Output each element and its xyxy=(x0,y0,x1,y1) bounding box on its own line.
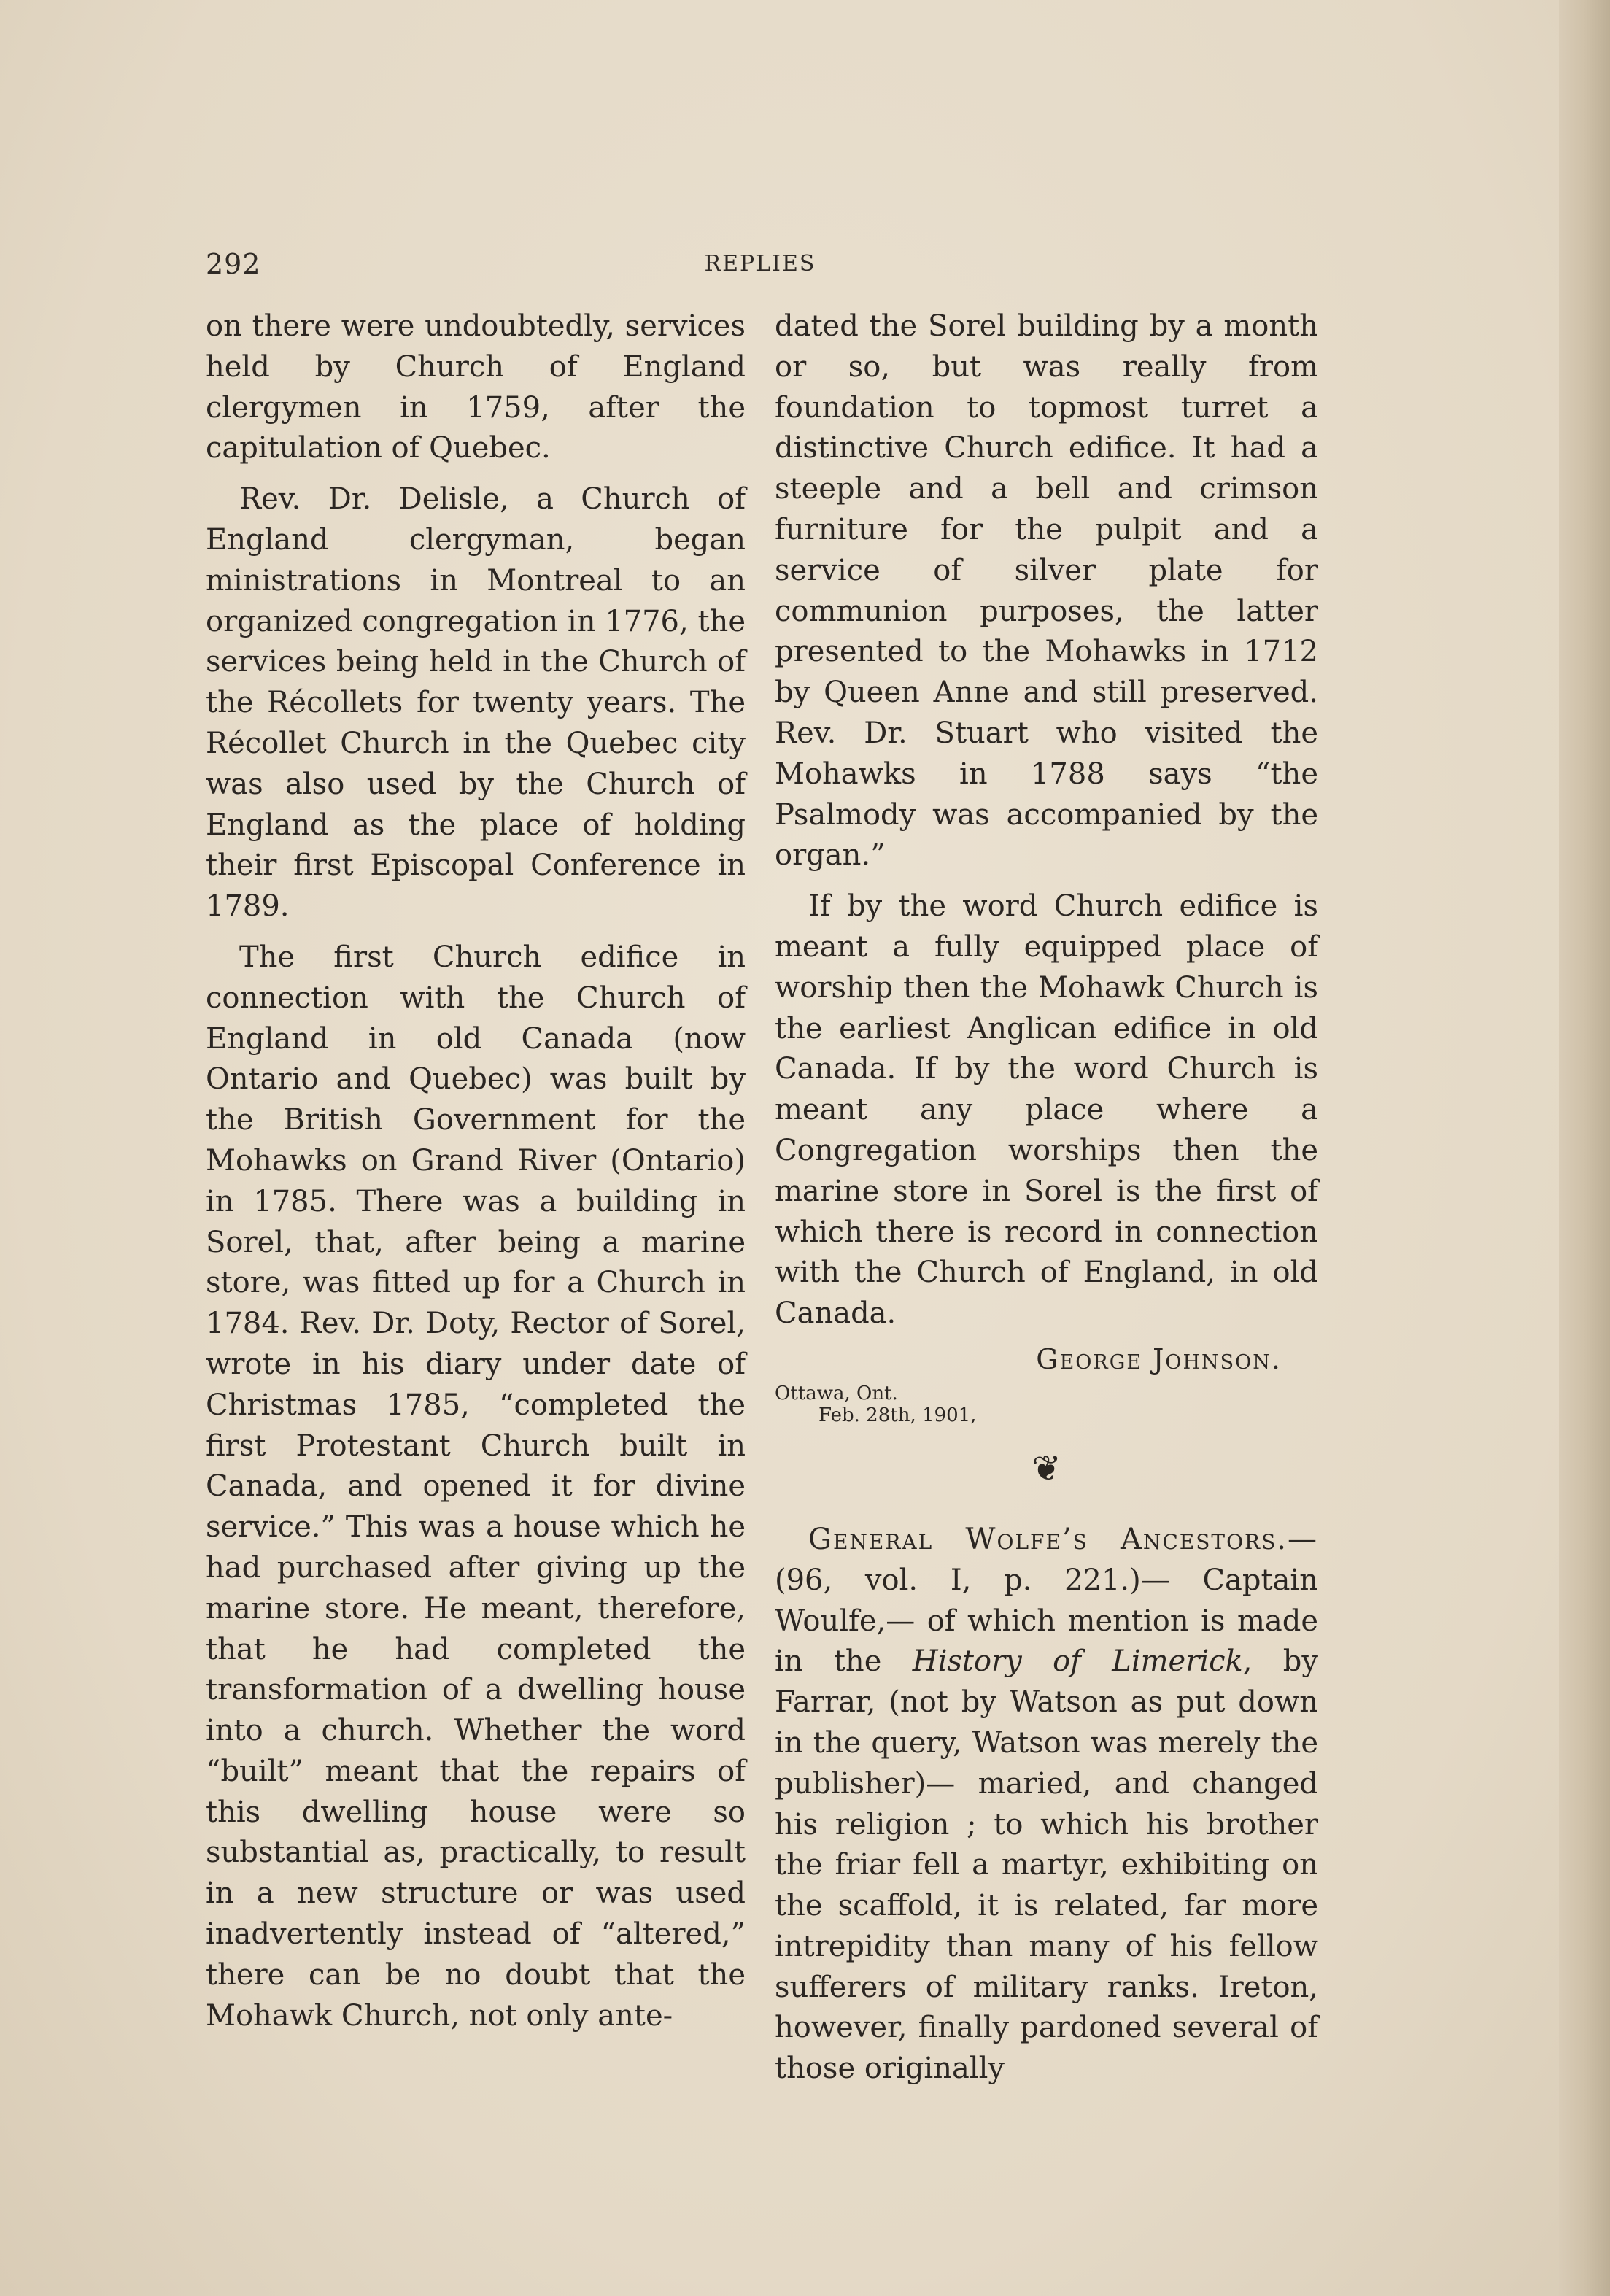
fleuron-ornament-icon: ❦ xyxy=(1032,1447,1061,1489)
article-reference: (96, vol. I, p. 221.)— Captain Woulfe,— of which mention is made in the xyxy=(775,1563,1318,1679)
dateline-place: Ottawa, Ont. xyxy=(775,1382,898,1404)
dateline-date: Feb. 28th, 1901, xyxy=(818,1404,977,1426)
right-paragraph-2: If by the word Church edifice is meant a fully equipped place of worship then the Mohawk Church is the earliest Anglican edifice in old Canada. If by the word Church is meant any place where a Congregation worships then the marine store in Sorel is the first of which there is record in connection with the Church of England, in old Canada. xyxy=(775,889,1318,1331)
right-column xyxy=(775,306,1318,2090)
left-paragraph-2: Rev. Dr. Delisle, a Church of England clergyman, began ministrations in Montreal to an organized congregation in 1776, the services being held in the Church of the Récollets for twenty years. The Récollet Church in the Quebec city was also used by the Church of England as the place of holding their first Episcopal Conference in 1789. xyxy=(206,482,746,924)
article-heading: General Wolfe’s Ancestors.— xyxy=(808,1522,1318,1556)
dateline xyxy=(775,1383,1318,1426)
page-edge-shadow xyxy=(1559,0,1610,2296)
right-paragraph-3 xyxy=(775,1520,1318,2090)
left-column xyxy=(206,306,746,2036)
right-paragraph-1: dated the Sorel building by a month or so, but was really from foundation to topmost turret a distinctive Church edifice. It had a steeple and a bell and crimson furniture for the pulpit and a service of silver plate for communion purposes, the latter presented to the Mohawks in 1712 by Queen Anne and still preserved. Rev. Dr. Stuart who visited the Mohawks in 1788 says “the Psalmody was accompanied by the organ.” xyxy=(775,309,1318,873)
left-paragraph-1: on there were undoubtedly, services held by Church of England clergymen in 1759, after the capitulation of Quebec. xyxy=(206,309,746,465)
left-paragraph-3: The first Church edifice in connection with the Church of England in old Canada (now Ontario and Quebec) was built by the British Government for the Mohawks on Grand River (Ontario) in 1785. There was a building in Sorel, that, after being a marine store, was fitted up for a Church in 1784. Rev. Dr. Doty, Rector of Sorel, wrote in his diary under date of Christmas 1785, “completed the first Protestant Church built in Canada, and opened it for divine service.” This was a house which he had purchased after giving up the marine store. He meant, therefore, that he had completed the transformation of a dwelling house into a church. Whether the word “built” meant that the repairs of this dwelling house were so substantial as, practically, to result in a new structure or was used inadvertently instead of “altered,” there can be no doubt that the Mohawk Church, not only ante- xyxy=(206,940,746,2033)
author-signature: George Johnson. xyxy=(1036,1342,1282,1375)
page-number: 292 xyxy=(206,248,261,280)
book-title: History of Limerick xyxy=(912,1644,1243,1679)
article-text: , by Farrar, (not by Watson as put down in the query, Watson was merely the publisher)— maried, and changed his religion ; to which his brother the friar fell a martyr, exhibiting on the scaffold, it is related, far more intrepidity than many of his fellow sufferers of military ranks. Ireton, however, finally pardoned several of those originally xyxy=(775,1644,1319,2086)
running-head: REPLIES xyxy=(704,251,816,277)
page-header xyxy=(206,248,1315,285)
